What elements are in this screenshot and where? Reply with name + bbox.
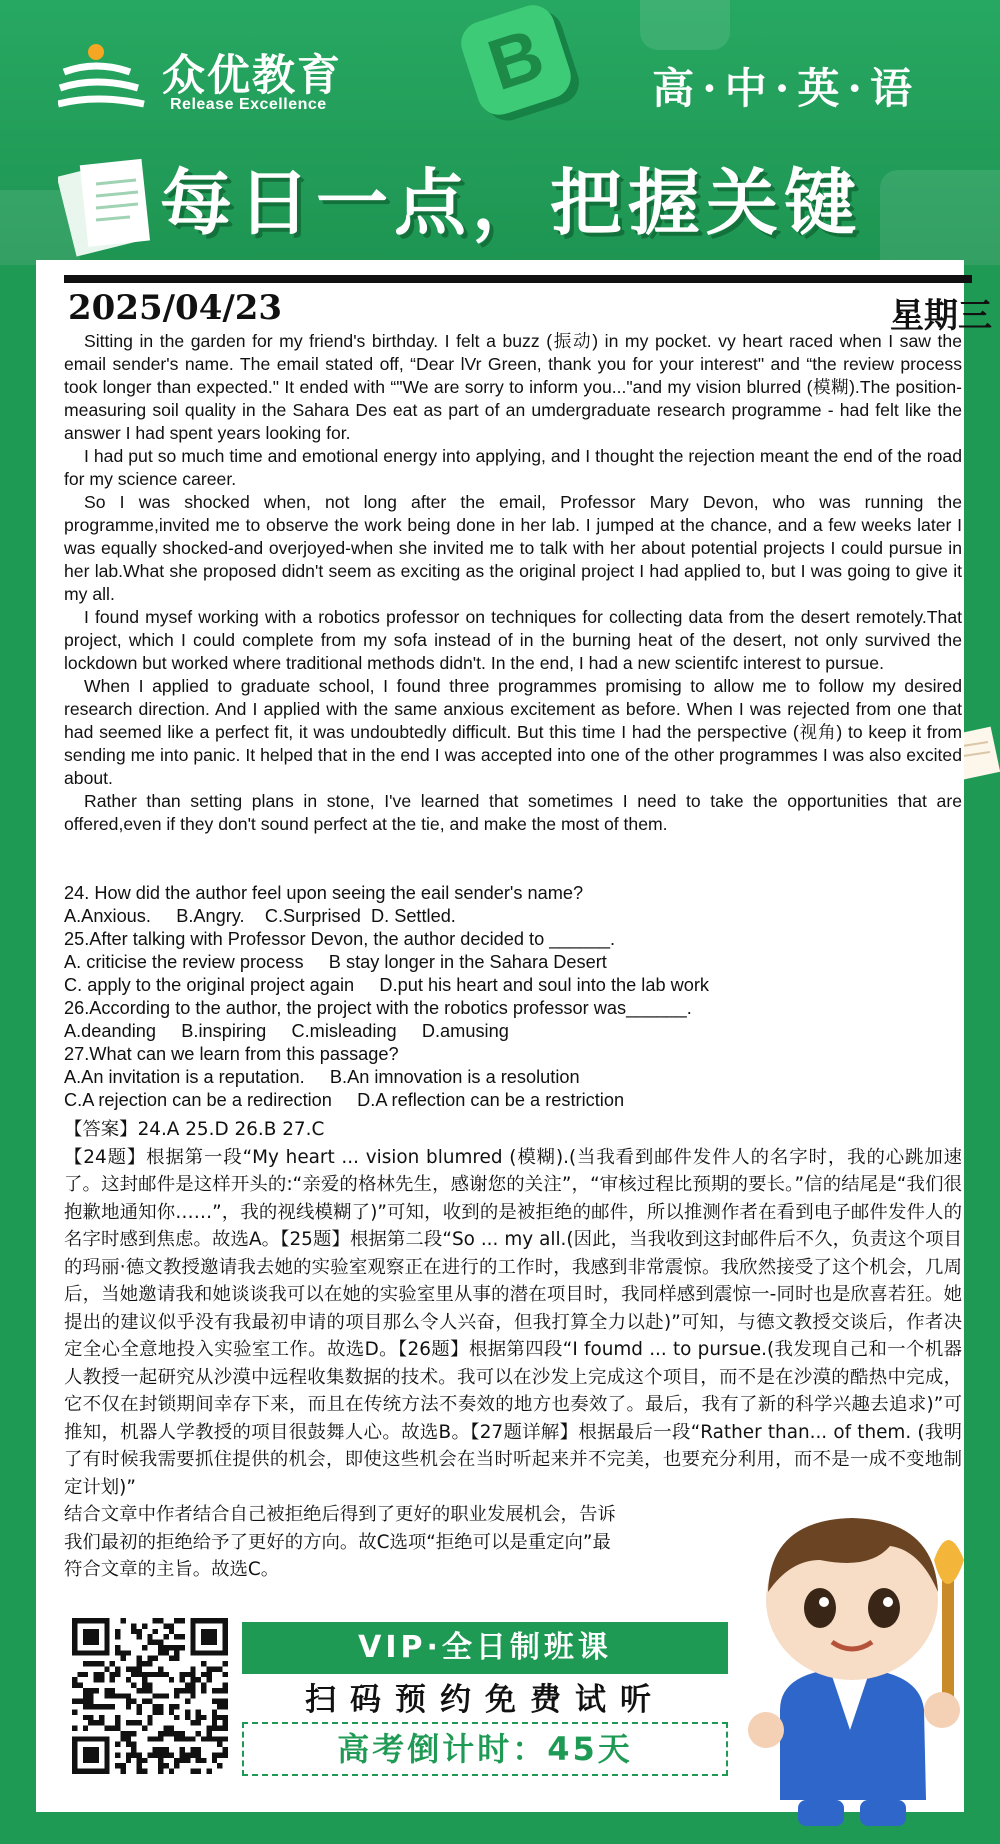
weekday: 星期三 — [890, 296, 992, 336]
slogan: 每日一点，把握关键 — [160, 161, 863, 245]
passage-paragraph: I found mysef working with a robotics professor on techniques for collecting data from the desert remotely.That project, which I could complete from my sofa instead of in the burning heat of the desert, not only survived the lockdown but worked where traditional methods didn't. In the end, I had a new scientifc interest to pursue. — [64, 607, 962, 673]
logo-text: 众优教育 — [162, 51, 342, 101]
subject-title: 高·中·英·语 — [652, 64, 920, 113]
questions — [64, 882, 962, 1112]
answer-explanation: 【24题】根据第一段“My heart ... vision blumred (模糊).(当我看到邮件发件人的名字时，我的心跳加速了。这封邮件是这样开头的:“亲爱的格林先生，感谢您的关注”，“审核过程比预期的要长。”信的结尾是“我们很抱歉地通知你……”，我的视线模糊了)”可知，收到的是被拒绝的邮件，所以推测作者在看到电子邮件发件人的名字时感到焦虑。故选A。【25题】根据第二段“So ... my all.(因此，当我收到这封邮件后不久，负责这个项目的玛丽·德文教授邀请我去她的实验室观察正在进行的工作时，我感到非常震惊。我欣然接受了这个机会，几周后，当她邀请我和她谈谈我可以在她的实验室里从事的潜在项目时，我同样感到震惊一-同时也是欣喜若狂。她提出的建议似乎没有我最初申请的项目那么令人兴奋，但我打算全力以赴)”可知，与德文教授交谈后，作者决定全心全意地投入实验室工作。故选D。【26题】根据第四段“I foumd ... to pursue.(我发现自己和一个机器人教授一起研究从沙漠中远程收集数据的技术。我可以在沙发上完成这个项目，而不是在沙漠的酷热中完成，它不仅在封锁期间幸存下来，而且在传统方法不奏效的地方也奏效了。最后，我有了新的科学兴趣去追求)”可推知，机器人学教授的项目很鼓舞人心。故选B。【27题详解】根据最后一段“Rather than... of them. (我明了有时候我需要抓住提供的机会，即使这些机会在当时听起来并不完美，也要充分利用，而不是一成不变地制定计划)” — [64, 1146, 962, 1498]
papers-icon — [58, 150, 158, 260]
letter-b-icon: B — [456, 0, 577, 120]
question-line: A.deanding B.inspiring C.misleading D.amusing — [64, 1021, 509, 1041]
question-line: C. apply to the original project again D.put his heart and soul into the lab work — [64, 975, 710, 995]
vip-banner: VIP·全日制班课 — [242, 1622, 728, 1674]
question-line: A. criticise the review process B stay longer in the Sahara Desert — [64, 952, 607, 972]
header-banner — [0, 0, 1000, 265]
decor-block — [640, 0, 730, 50]
question-line: A.Anxious. B.Angry. C.Surprised D. Settled. — [64, 906, 456, 926]
question-line: C.A rejection can be a redirection D.A reflection can be a restriction — [64, 1090, 625, 1110]
question-line: 27.What can we learn from this passage? — [64, 1044, 399, 1064]
passage-paragraph: Rather than setting plans in stone, I've learned that sometimes I need to take the opportunities that are offered,even if they don't sound perfect at the tie, and make the most of them. — [64, 791, 962, 834]
answer-explanation-tail: 结合文章中作者结合自己被拒绝后得到了更好的职业发展机会，告诉 — [64, 1504, 616, 1525]
reading-passage — [64, 330, 962, 836]
passage-paragraph: So I was shocked when, not long after the email, Professor Mary Devon, who was running the programme,invited me to observe the work being done in her lab. I jumped at the chance, and a few weeks later I was equally shocked-and overjoyed-when she invited me to talk with her about potential projects I could pursue in her lab.What she proposed didn't seem as exciting as the original project I had applied to, but I was going to give it my all. — [64, 492, 962, 604]
divider — [64, 275, 972, 283]
scan-prompt: 扫码预约免费试听 — [305, 1682, 665, 1718]
passage-paragraph: I had put so much time and emotional energy into applying, and I thought the rejection meant the end of the road for my science career. — [64, 446, 962, 489]
passage-paragraph: When I applied to graduate school, I found three programmes promising to allow me to follow my desired research direction. And I applied with the same anxious excitement as before. When I was rejected from one that had seemed like a perfect fit, it was undoubtedly difficult. But this time I had the perspective (视角) to keep it from sending me into panic. It helped that in the end I was accepted into one of the other programmes I was also excited about. — [64, 676, 962, 788]
qr-code-icon[interactable] — [72, 1618, 228, 1774]
question-line: A.An invitation is a reputation. B.An imnovation is a resolution — [64, 1067, 580, 1087]
exam-countdown: 高考倒计时：45天 — [242, 1722, 728, 1776]
question-line: 26.According to the author, the project with the robotics professor was______. — [64, 998, 692, 1018]
passage-paragraph: Sitting in the garden for my friend's birthday. I felt a buzz (振动) in my pocket. vy heart raced when I saw the email sender's name. The email stated off, “Dear lVr Green, thank you for your interest" and “the review process took longer than expected." It ended with “"We are sorry to inform you..."and my vision blurred (模糊).The position-measuring soil quality in the Sahara Des eat as part of an umdergraduate research programme - had felt like the answer I had spent years looking for. — [64, 331, 962, 443]
answer-explanation-tail: 符合文章的主旨。故选C。 — [64, 1559, 280, 1580]
question-line: 24. How did the author feel upon seeing the eail sender's name? — [64, 883, 584, 903]
answer-key: 【答案】24.A 25.D 26.B 27.C — [64, 1119, 325, 1140]
date: 2025/04/23 — [68, 288, 283, 328]
logo-icon — [58, 42, 158, 112]
answer-explanation-tail: 我们最初的拒绝给予了更好的方向。故C选项“拒绝可以是重定向”最 — [64, 1531, 611, 1553]
decor-block — [880, 170, 1000, 265]
question-line: 25.After talking with Professor Devon, the author decided to ______. — [64, 929, 616, 949]
mascot-icon — [720, 1500, 990, 1830]
logo-tagline: Release Excellence — [170, 96, 327, 113]
